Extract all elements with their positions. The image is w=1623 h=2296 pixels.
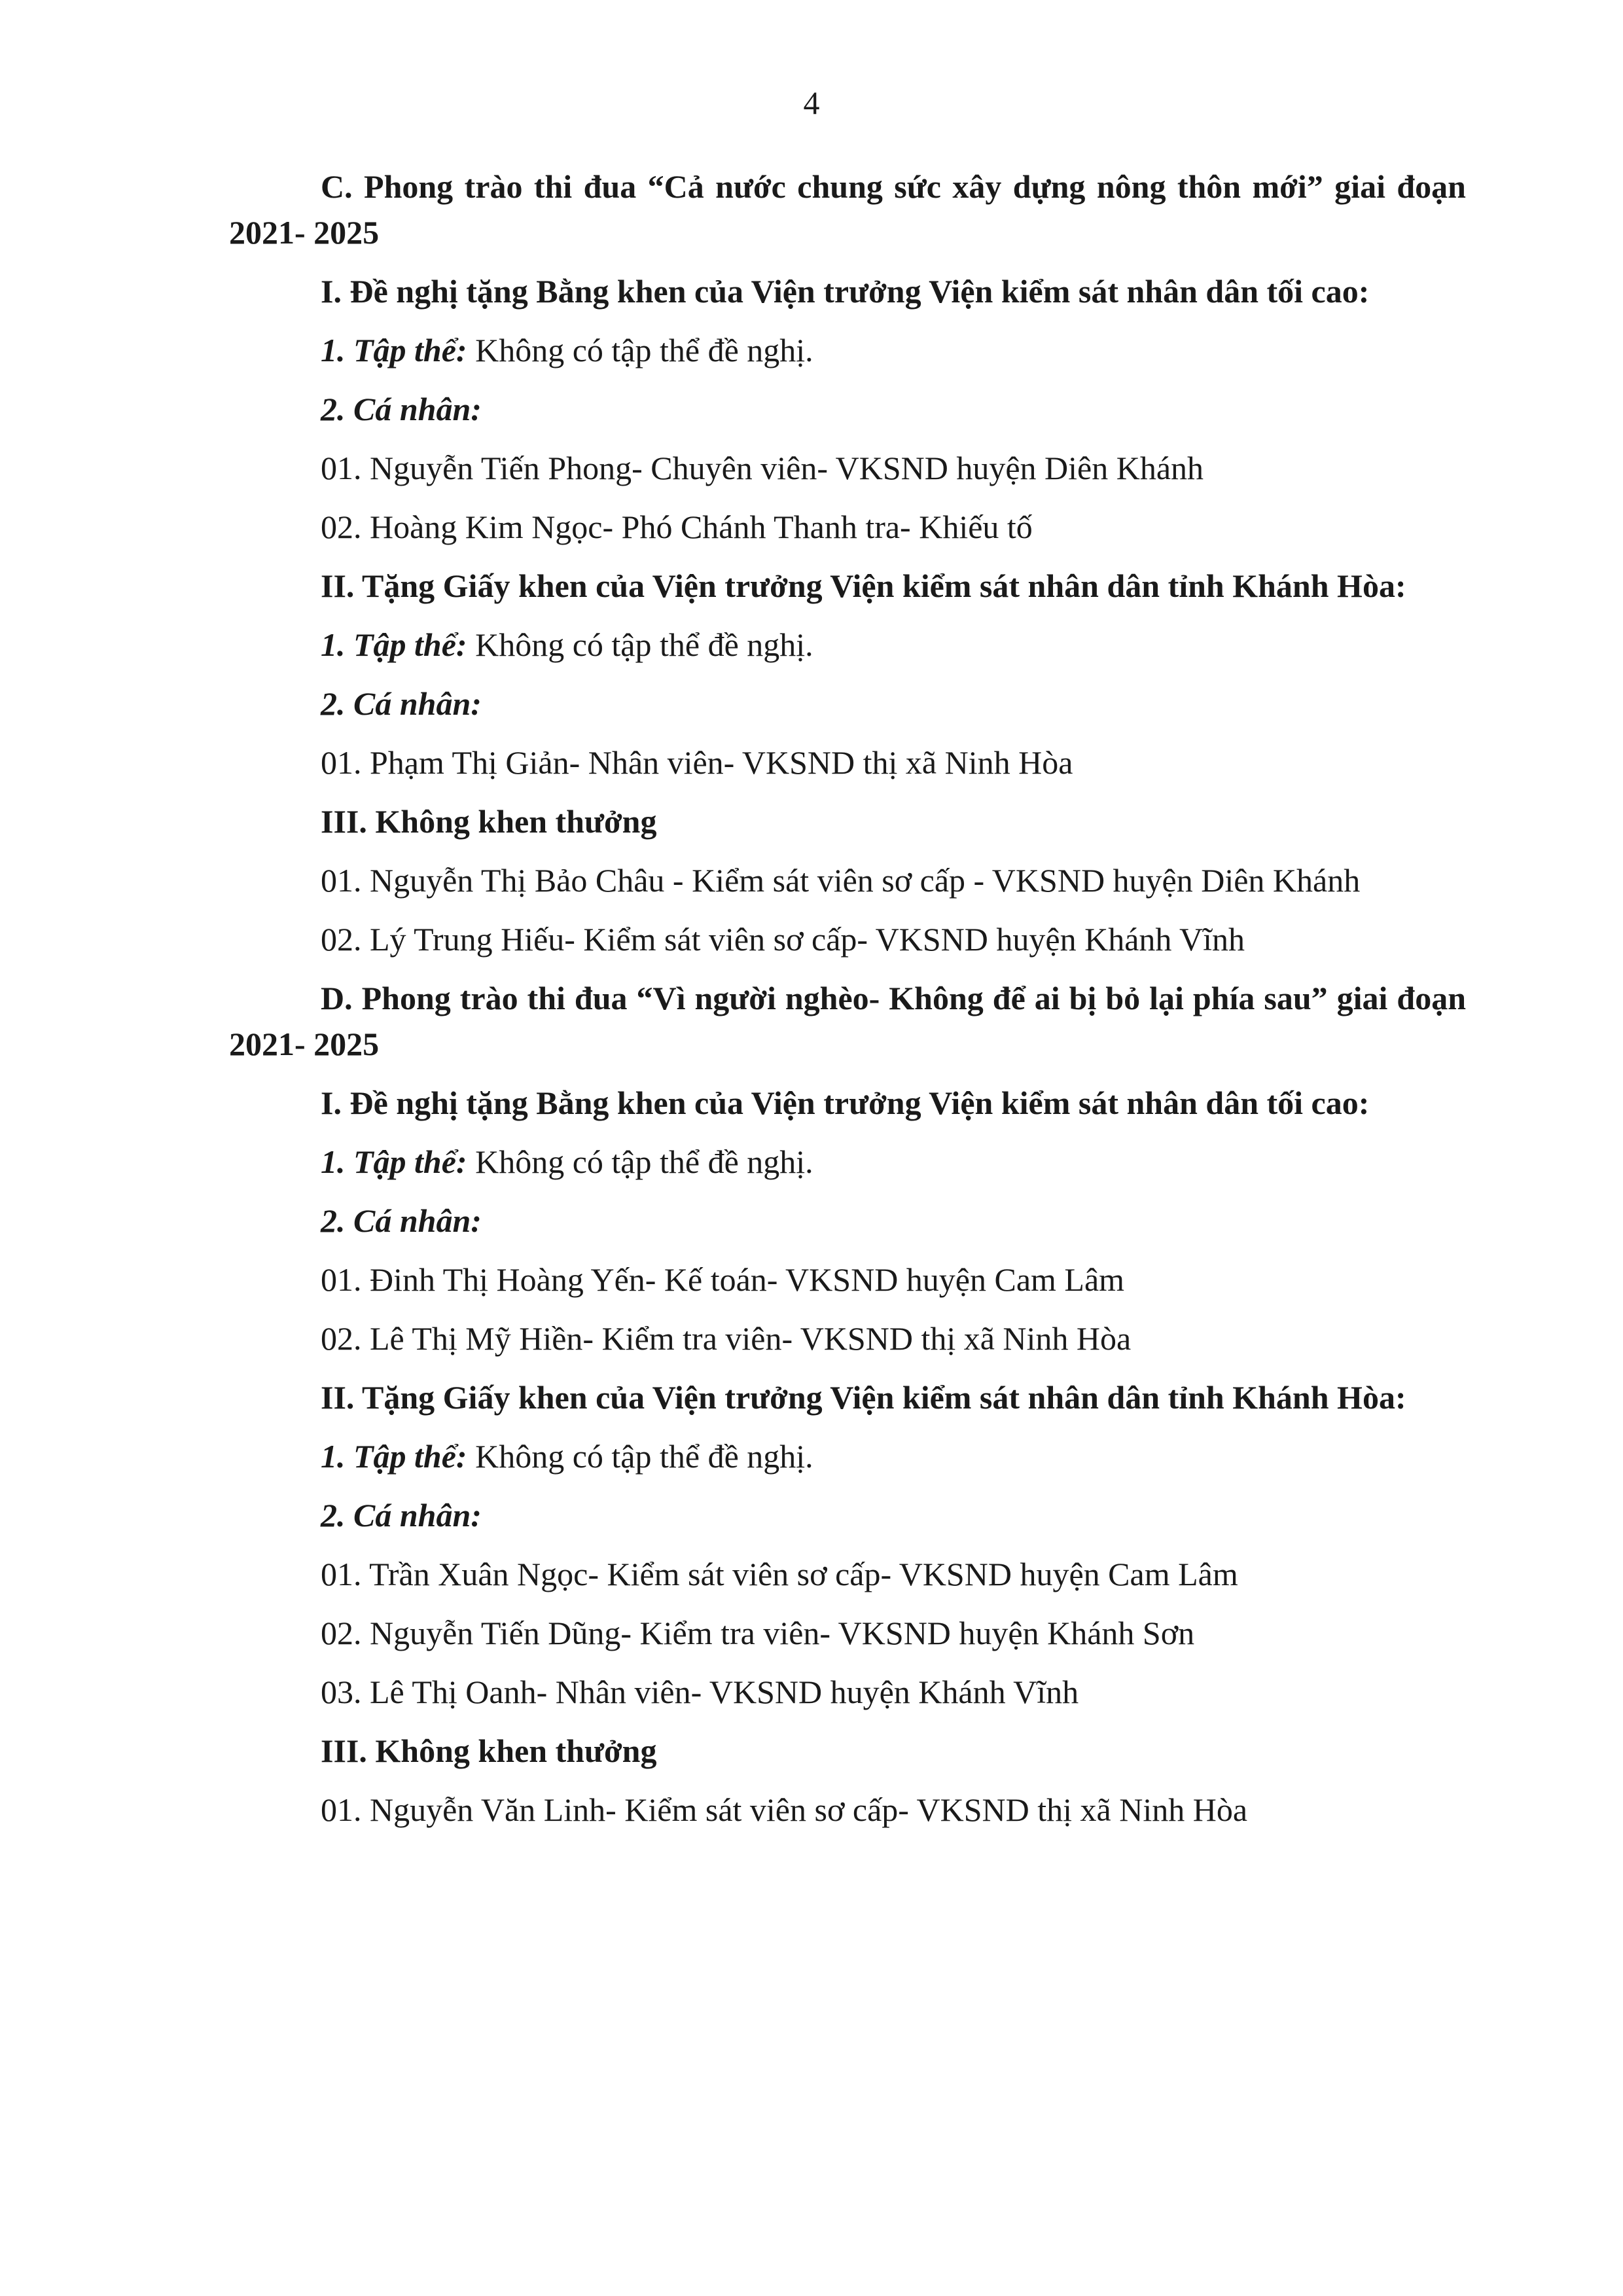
document-body	[229, 164, 1466, 1846]
list-item: 03. Lê Thị Oanh- Nhân viên- VKSND huyện Khánh Vĩnh	[321, 1674, 1079, 1710]
collective-label: 1. Tập thể:	[321, 1143, 467, 1180]
section-d-part3-title: III. Không khen thưởng	[321, 1732, 657, 1769]
section-d-heading: D. Phong trào thi đua “Vì người nghèo- Không để ai bị bỏ lại phía sau” giai đoạn 2021- 2025	[229, 980, 1466, 1062]
page-number: 4	[803, 84, 820, 121]
section-c-part2-individual-label: 2. Cá nhân:	[321, 685, 482, 722]
list-item: 01. Nguyễn Tiến Phong- Chuyên viên- VKSND huyện Diên Khánh	[321, 450, 1204, 486]
section-c-part2-collective	[229, 622, 1466, 668]
list-item: 01. Nguyễn Văn Linh- Kiểm sát viên sơ cấp- VKSND thị xã Ninh Hòa	[321, 1791, 1248, 1828]
collective-label: 1. Tập thể:	[321, 332, 467, 368]
section-c-part2-title: II. Tặng Giấy khen của Viện trưởng Viện kiểm sát nhân dân tỉnh Khánh Hòa:	[321, 567, 1406, 604]
list-item: 02. Hoàng Kim Ngọc- Phó Chánh Thanh tra- Khiếu tố	[321, 509, 1033, 545]
list-item: 01. Trần Xuân Ngọc- Kiểm sát viên sơ cấp- VKSND huyện Cam Lâm	[321, 1556, 1238, 1592]
section-c-part1-individual-label: 2. Cá nhân:	[321, 391, 482, 427]
collective-text: Không có tập thể đề nghị.	[467, 1438, 813, 1475]
list-item: 01. Đinh Thị Hoàng Yến- Kế toán- VKSND huyện Cam Lâm	[321, 1261, 1125, 1298]
list-item: 01. Phạm Thị Giản- Nhân viên- VKSND thị xã Ninh Hòa	[321, 744, 1073, 781]
list-item: 02. Lê Thị Mỹ Hiền- Kiểm tra viên- VKSND thị xã Ninh Hòa	[321, 1320, 1132, 1357]
section-d-part1-collective	[229, 1139, 1466, 1185]
collective-label: 1. Tập thể:	[321, 1438, 467, 1475]
section-d-part1-individual-label: 2. Cá nhân:	[321, 1202, 482, 1239]
collective-text: Không có tập thể đề nghị.	[467, 1143, 813, 1180]
section-c-heading: C. Phong trào thi đua “Cả nước chung sức xây dựng nông thôn mới” giai đoạn 2021- 2025	[229, 168, 1466, 251]
list-item: 02. Nguyễn Tiến Dũng- Kiểm tra viên- VKSND huyện Khánh Sơn	[321, 1615, 1195, 1651]
section-c-part3-title: III. Không khen thưởng	[321, 803, 657, 840]
collective-text: Không có tập thể đề nghị.	[467, 332, 813, 368]
section-c-part1-collective	[229, 327, 1466, 373]
section-d-part2-collective	[229, 1433, 1466, 1479]
list-item: 02. Lý Trung Hiếu- Kiểm sát viên sơ cấp- VKSND huyện Khánh Vĩnh	[321, 921, 1245, 958]
section-d-part2-individual-label: 2. Cá nhân:	[321, 1497, 482, 1534]
section-d-part2-title: II. Tặng Giấy khen của Viện trưởng Viện kiểm sát nhân dân tỉnh Khánh Hòa:	[321, 1379, 1406, 1416]
section-c-part1-title: I. Đề nghị tặng Bằng khen của Viện trưởng Viện kiểm sát nhân dân tối cao:	[321, 273, 1370, 310]
list-item: 01. Nguyễn Thị Bảo Châu - Kiểm sát viên sơ cấp - VKSND huyện Diên Khánh	[321, 862, 1361, 899]
collective-text: Không có tập thể đề nghị.	[467, 626, 813, 663]
collective-label: 1. Tập thể:	[321, 626, 467, 663]
section-d-part1-title: I. Đề nghị tặng Bằng khen của Viện trưởng Viện kiểm sát nhân dân tối cao:	[321, 1085, 1370, 1121]
